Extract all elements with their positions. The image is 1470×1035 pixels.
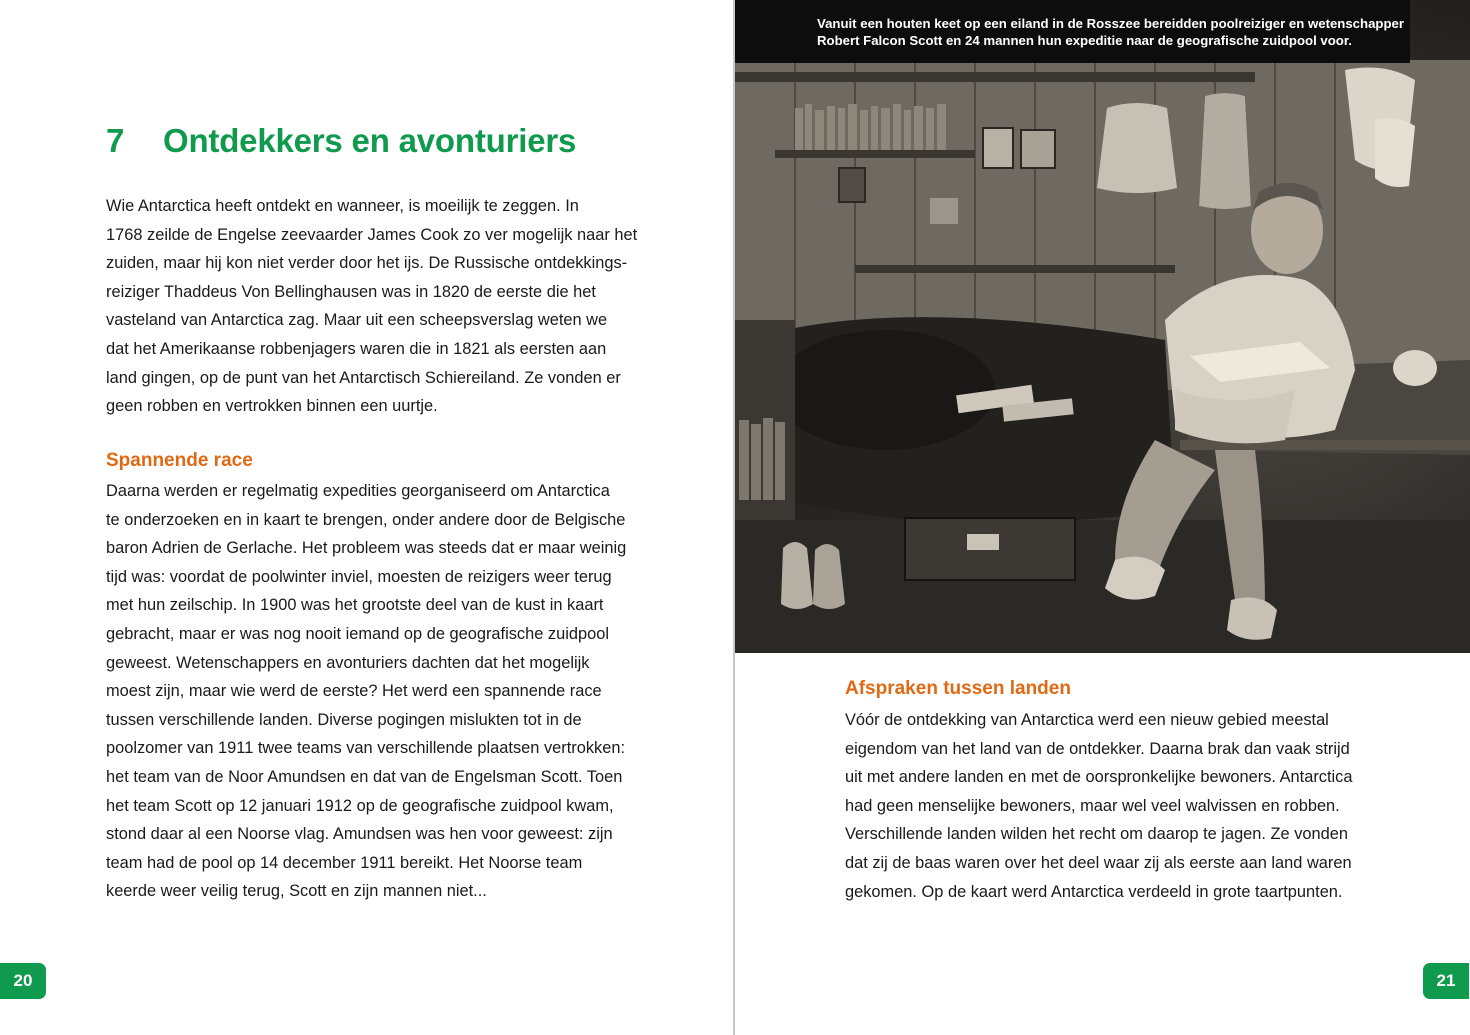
- photo-illustration: [735, 0, 1470, 653]
- text-line: het team van de Noor Amundsen en dat van de Engelsman Scott. Toen: [106, 767, 623, 786]
- photo-caption: [817, 16, 1404, 49]
- chapter-number: 7: [106, 122, 125, 159]
- text-line: Daarna werden er regelmatig expedities georganiseerd om Antarctica: [106, 482, 610, 500]
- text-line: gekomen. Op de kaart werd Antarctica verdeeld in grote taartpunten.: [845, 882, 1343, 901]
- text-line: tijd was: voordat de poolwinter inviel, moesten de reizigers weer terug: [106, 567, 612, 586]
- text-line: moest zijn, maar wie werd de eerste? Het werd een spannende race: [106, 682, 602, 701]
- text-line: dat zij de baas waren over het deel waar zij als eerste aan land waren: [845, 853, 1352, 872]
- text-line: 1768 zeilde de Engelse zeevaarder James Cook zo ver mogelijk naar het: [106, 225, 638, 244]
- section-heading-afspraken: Afspraken tussen landen: [845, 678, 1071, 699]
- page-number-left: 20: [0, 963, 46, 999]
- text-line: geweest. Wetenschappers en avonturiers dachten dat het mogelijk: [106, 653, 590, 672]
- scott-hut-photo: [735, 0, 1470, 653]
- text-line: met hun zeilschip. In 1900 was het grootste deel van de kust in kaart: [106, 596, 604, 615]
- text-line: Wie Antarctica heeft ontdekt en wanneer, is moeilijk te zeggen. In: [106, 197, 579, 215]
- text-line: eigendom van het land van de ontdekker. Daarna brak dan vaak strijd: [845, 739, 1350, 758]
- text-line: baron Adrien de Gerlache. Het probleem was steeds dat er maar weinig: [106, 539, 627, 558]
- text-line: uit met andere landen en met de oorspronkelijke bewoners. Antarctica: [845, 768, 1353, 787]
- chapter-title: Ontdekkers en avonturiers: [163, 122, 577, 159]
- race-paragraph: [106, 477, 626, 906]
- text-line: Vóór de ontdekking van Antarctica werd een nieuw gebied meestal: [845, 711, 1329, 729]
- photo-caption-bar: [735, 0, 1410, 63]
- text-line: poolzomer van 1911 twee teams van verschillende plaatsen vertrokken:: [106, 739, 626, 758]
- page-number-right: 21: [1423, 963, 1469, 999]
- section-heading-spannende-race: Spannende race: [106, 450, 253, 471]
- text-line: stond daar al een Noorse vlag. Amundsen was hen voor geweest: zijn: [106, 825, 613, 844]
- text-line: vasteland van Antarctica zag. Maar uit een scheepsverslag weten we: [106, 311, 608, 330]
- text-line: tussen verschillende landen. Diverse pogingen mislukten tot in de: [106, 710, 582, 729]
- text-line: zuiden, maar hij kon niet verder door het ijs. De Russische ontdekkings-: [106, 254, 628, 273]
- text-line: te onderzoeken en in kaart te brengen, onder andere door de Belgische: [106, 510, 626, 529]
- text-line: had geen menselijke bewoners, maar wel veel walvissen en robben.: [845, 796, 1340, 815]
- caption-line: Robert Falcon Scott en 24 mannen hun expeditie naar de geografische zuidpool voor.: [817, 32, 1352, 48]
- text-line: land gingen, op de punt van het Antarctisch Schiereiland. Ze vonden er: [106, 368, 621, 387]
- text-line: reiziger Thaddeus Von Bellinghausen was in 1820 de eerste die het: [106, 282, 596, 301]
- text-line: Verschillende landen wilden het recht om daarop te jagen. Ze vonden: [845, 825, 1348, 844]
- text-line: team had de pool op 14 december 1911 bereikt. Het Noorse team: [106, 853, 583, 872]
- text-line: geen robben en vertrokken binnen een uurtje.: [106, 397, 438, 416]
- afspraken-paragraph: [845, 706, 1353, 906]
- text-line: dat het Amerikaanse robbenjagers waren die in 1821 als eersten aan: [106, 339, 607, 358]
- chapter-heading: [106, 122, 576, 160]
- text-line: keerde weer veilig terug, Scott en zijn mannen niet...: [106, 882, 487, 901]
- text-line: gebracht, maar er was nog nooit iemand op de geografische zuidpool: [106, 624, 609, 643]
- intro-paragraph: [106, 192, 637, 421]
- caption-line: Vanuit een houten keet op een eiland in de Rosszee bereidden poolreiziger en wetenschapper: [817, 16, 1404, 31]
- text-line: het team Scott op 12 januari 1912 op de geografische zuidpool kwam,: [106, 796, 614, 815]
